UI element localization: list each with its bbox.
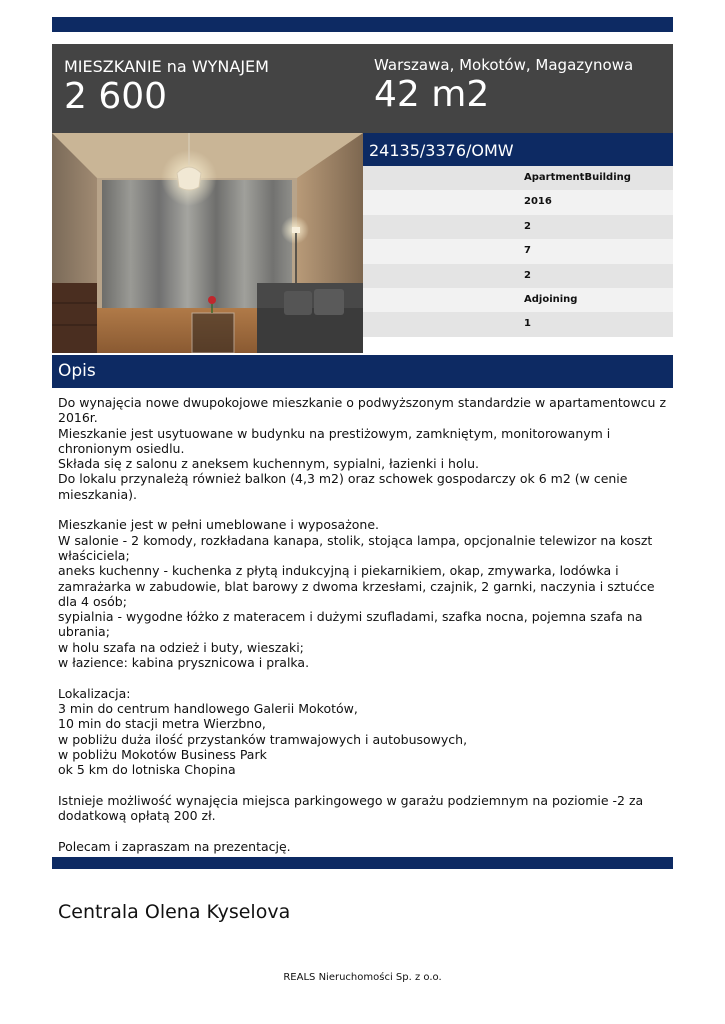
apartment-photo bbox=[52, 133, 363, 353]
bottom-accent-bar bbox=[52, 857, 673, 869]
area: 42 m2 bbox=[374, 74, 490, 115]
param-row: 2 bbox=[363, 215, 673, 239]
paragraph-gap bbox=[58, 502, 668, 517]
description-line: Składa się z salonu z aneksem kuchennym, sypialni, łazienki i holu. bbox=[58, 456, 479, 472]
description-line: aneks kuchenny - kuchenka z płytą indukcyjną i piekarnikiem, okap, zmywarka, lodówka i zamrażarka w zabudowie, blat barowy z dwoma krzesłami, czajnik, 2 garnki, naczynia i sztućce dla 4 osób; bbox=[58, 563, 655, 609]
description-line: W salonie - 2 komody, rozkładana kanapa, stolik, stojąca lampa, opcjonalnie telewizor na koszt właściciela; bbox=[58, 532, 653, 563]
listing-header bbox=[52, 44, 673, 133]
description-line: w holu szafa na odzież i buty, wieszaki; bbox=[58, 639, 304, 655]
parameters-table bbox=[363, 166, 673, 337]
param-row: 1 bbox=[363, 312, 673, 336]
description-text bbox=[58, 395, 668, 854]
param-row: ApartmentBuilding bbox=[363, 166, 673, 190]
footer-company: REALS Nieruchomości Sp. z o.o. bbox=[283, 972, 442, 983]
description-line: Polecam i zapraszam na prezentację. bbox=[58, 838, 291, 854]
description-line: w łazience: kabina prysznicowa i pralka. bbox=[58, 655, 310, 671]
description-line: ok 5 km do lotniska Chopina bbox=[58, 762, 236, 778]
offer-type: MIESZKANIE na WYNAJEM bbox=[64, 57, 269, 76]
description-line: Do lokalu przynależą również balkon (4,3 m2) oraz schowek gospodarczy ok 6 m2 (w cenie mieszkania). bbox=[58, 471, 628, 502]
paragraph-gap bbox=[58, 670, 668, 685]
description-line: w pobliżu Mokotów Business Park bbox=[58, 746, 267, 762]
description-line: sypialnia - wygodne łóżko z materacem i dużymi szufladami, szafka nocna, pojemna szafa na ubrania; bbox=[58, 609, 643, 640]
paragraph-gap bbox=[58, 823, 668, 838]
agent-name: Centrala Olena Kyselova bbox=[58, 901, 291, 923]
description-line: Do wynajęcia nowe dwupokojowe mieszkanie o podwyższonym standardzie w apartamentowcu z 2016r. bbox=[58, 395, 667, 426]
param-row: 2 bbox=[363, 264, 673, 288]
description-line: 10 min do stacji metra Wierzbno, bbox=[58, 716, 266, 732]
description-heading: Opis bbox=[52, 355, 673, 388]
listing-reference: 24135/3376/OMW bbox=[363, 133, 673, 166]
description-line: Mieszkanie jest w pełni umeblowane i wyposażone. bbox=[58, 517, 379, 533]
description-line: w pobliżu duża ilość przystanków tramwajowych i autobusowych, bbox=[58, 731, 468, 747]
description-line: Mieszkanie jest usytuowane w budynku na prestiżowym, zamkniętym, monitorowanym i chronionym osiedlu. bbox=[58, 425, 611, 456]
param-row: 2016 bbox=[363, 190, 673, 214]
description-line: Istnieje możliwość wynajęcia miejsca parkingowego w garażu podziemnym na poziomie -2 za dodatkową opłatą 200 zł. bbox=[58, 792, 644, 824]
location: Warszawa, Mokotów, Magazynowa bbox=[374, 56, 634, 74]
param-row: 7 bbox=[363, 239, 673, 263]
param-row: Adjoining bbox=[363, 288, 673, 312]
price: 2 600 bbox=[64, 76, 168, 117]
description-line: Lokalizacja: bbox=[58, 685, 131, 701]
description-line: 3 min do centrum handlowego Galerii Mokotów, bbox=[58, 700, 358, 716]
top-accent-bar bbox=[52, 17, 673, 32]
paragraph-gap bbox=[58, 777, 668, 792]
